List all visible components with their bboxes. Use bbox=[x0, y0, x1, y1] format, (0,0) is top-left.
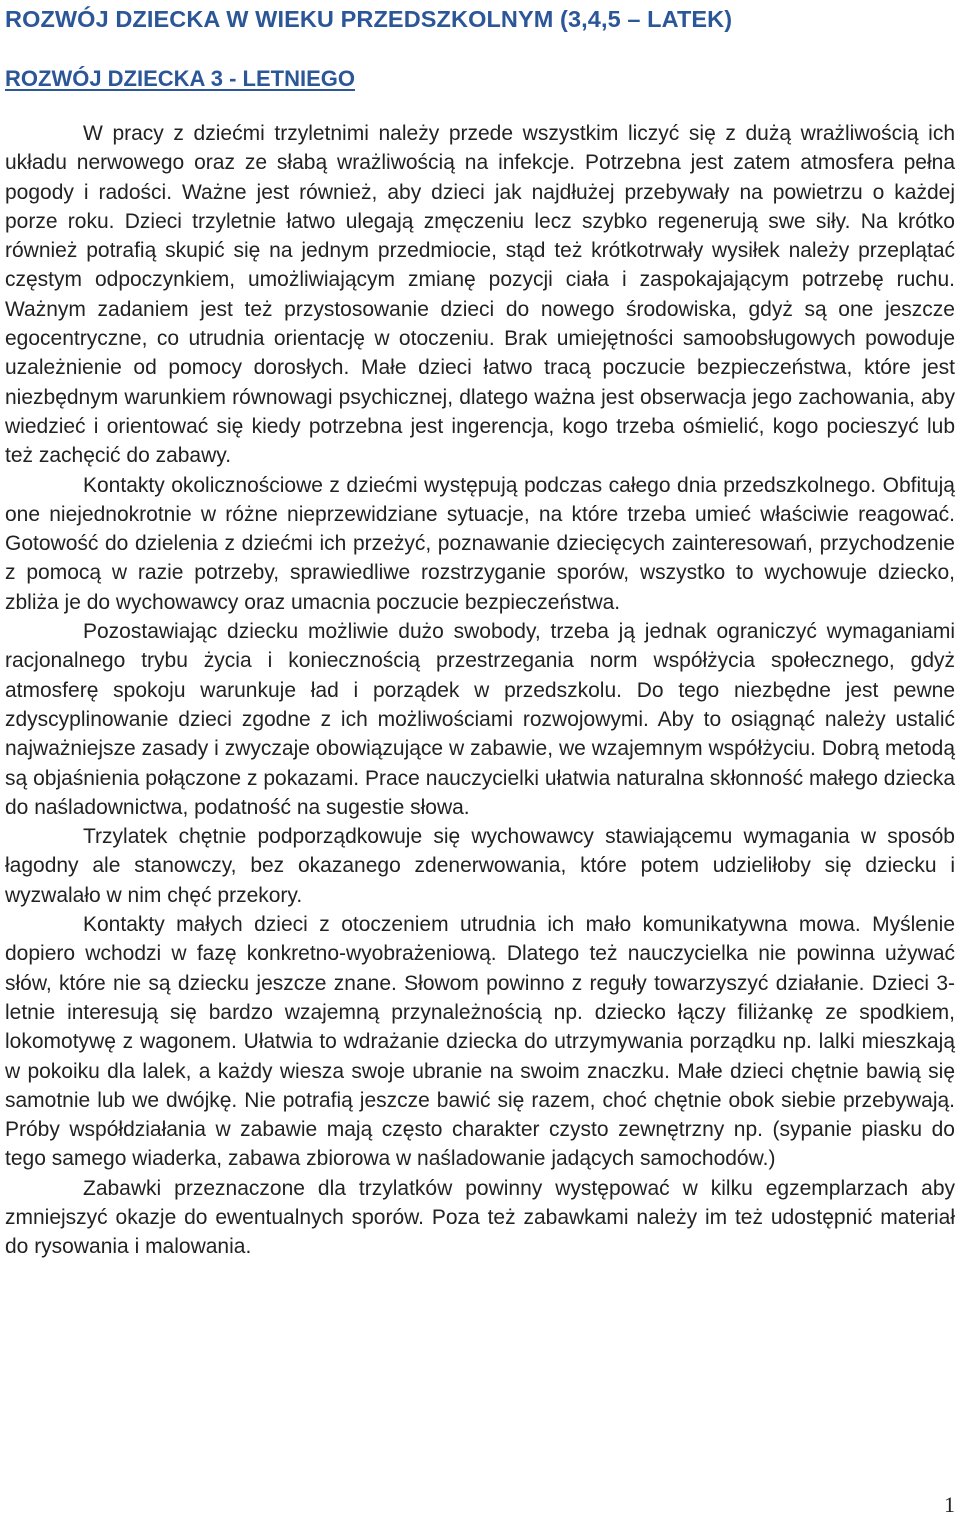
paragraph: Pozostawiając dziecku możliwie dużo swobody, trzeba ją jednak ograniczyć wymaganiami racjonalnego trybu życia i koniecznością przestrzegania norm współżycia społecznego, gdyż atmosferę spokoju warunkuje ład i porządek w przedszkolu. Do tego niezbędne jest pewne zdyscyplinowanie dzieci zgodne z ich możliwościami rozwojowymi. Aby to osiągnąć należy ustalić najważniejsze zasady i zwyczaje obowiązujące w zabawie, we wzajemnym współżyciu. Dobrą metodą są objaśnienia połączone z pokazami. Prace nauczycielki ułatwia naturalna skłonność małego dziecka do naśladownictwa, podatność na sugestie słowa. bbox=[5, 620, 955, 819]
paragraph: Zabawki przeznaczone dla trzylatków powinny występować w kilku egzemplarzach aby zmniejszyć okazje do ewentualnych sporów. Poza też zabawkami należy im też udostępnić materiał do rysowania i malowania. bbox=[5, 1176, 955, 1259]
page-number: 1 bbox=[944, 1492, 955, 1517]
document-title: ROZWÓJ DZIECKA W WIEKU PRZEDSZKOLNYM (3,4,5 – LATEK) bbox=[5, 6, 733, 32]
document-body bbox=[5, 119, 955, 1262]
section-heading: ROZWÓJ DZIECKA 3 - LETNIEGO bbox=[5, 66, 355, 91]
paragraph: W pracy z dziećmi trzyletnimi należy przede wszystkim liczyć się z dużą wrażliwością ich układu nerwowego oraz ze słabą wrażliwością na infekcje. Potrzebna jest zatem atmosfera pełna pogody i radości. Ważne jest również, aby dzieci jak najdłużej przebywały na powietrzu o każdej porze roku. Dzieci trzyletnie łatwo ulegają zmęczeniu lecz szybko regenerują swe siły. Na krótko również potrafią skupić się na jednym przedmiocie, stąd też krótkotrwały wysiłek należy przeplątać częstym odpoczynkiem, umożliwiającym zmianę pozycji ciała i zaspokajającym potrzebę ruchu. Ważnym zadaniem jest też przystosowanie dzieci do nowego środowiska, gdyż są one jeszcze egocentryczne, co utrudnia orientację w otoczeniu. Brak umiejętności samoobsługowych powoduje uzależnienie od pomocy dorosłych. Małe dzieci łatwo tracą poczucie bezpieczeństwa, które jest niezbędnym warunkiem równowagi psychicznej, dlatego ważna jest obserwacja jego zachowania, aby wiedzieć i orientować się kiedy potrzebna jest ingerencja, kogo trzeba ośmielić, kogo pocieszyć lub też zachęcić do zabawy. bbox=[5, 122, 955, 468]
paragraph: Kontakty okolicznościowe z dziećmi występują podczas całego dnia przedszkolnego. Obfitują one niejednokrotnie w różne nieprzewidziane sytuacje, na które trzeba umieć właściwie reagować. Gotowość do dzielenia z dziećmi ich przeżyć, poznawanie dziecięcych zainteresowań, przychodzenie z pomocą w razie potrzeby, sprawiedliwe rozstrzyganie sporów, wszystko to wychowuje dziecko, zbliża je do wychowawcy oraz umacnia poczucie bezpieczeństwa. bbox=[5, 473, 955, 614]
paragraph: Trzylatek chętnie podporządkowuje się wychowawcy stawiającemu wymagania w sposób łagodny ale stanowczy, bez okazanego zdenerwowania, które potem udzieliłoby się dziecku i wyzwalało w nim chęć przekory. bbox=[5, 825, 955, 907]
paragraph: Kontakty małych dzieci z otoczeniem utrudnia ich mało komunikatywna mowa. Myślenie dopiero wchodzi w fazę konkretno-wyobrażeniową. Dlatego też nauczycielka nie powinna używać słów, które nie są dziecku jeszcze znane. Słowom powinno z reguły towarzyszyć działanie. Dzieci 3-letnie interesują się bardzo wzajemną przynależnością np. dziecko łączy filiżankę ze spodkiem, lokomotywę z wagonem. Ułatwia to wdrażanie dziecka do utrzymywania porządku np. lalki mieszkają w pokoiku dla lalek, a każdy wiesza swoje ubranie na swoim znaczku. Małe dzieci chętnie bawią się samotnie lub we dwójkę. Nie potrafią jeszcze bawić się razem, choć chętnie obok siebie przebywają. Próby współdziałania w zabawie mają często charakter czysto zewnętrzny np. (sypanie piasku do tego samego wiaderka, zabawa zbiorowa w naśladowanie jadących samochodów.) bbox=[5, 913, 955, 1171]
